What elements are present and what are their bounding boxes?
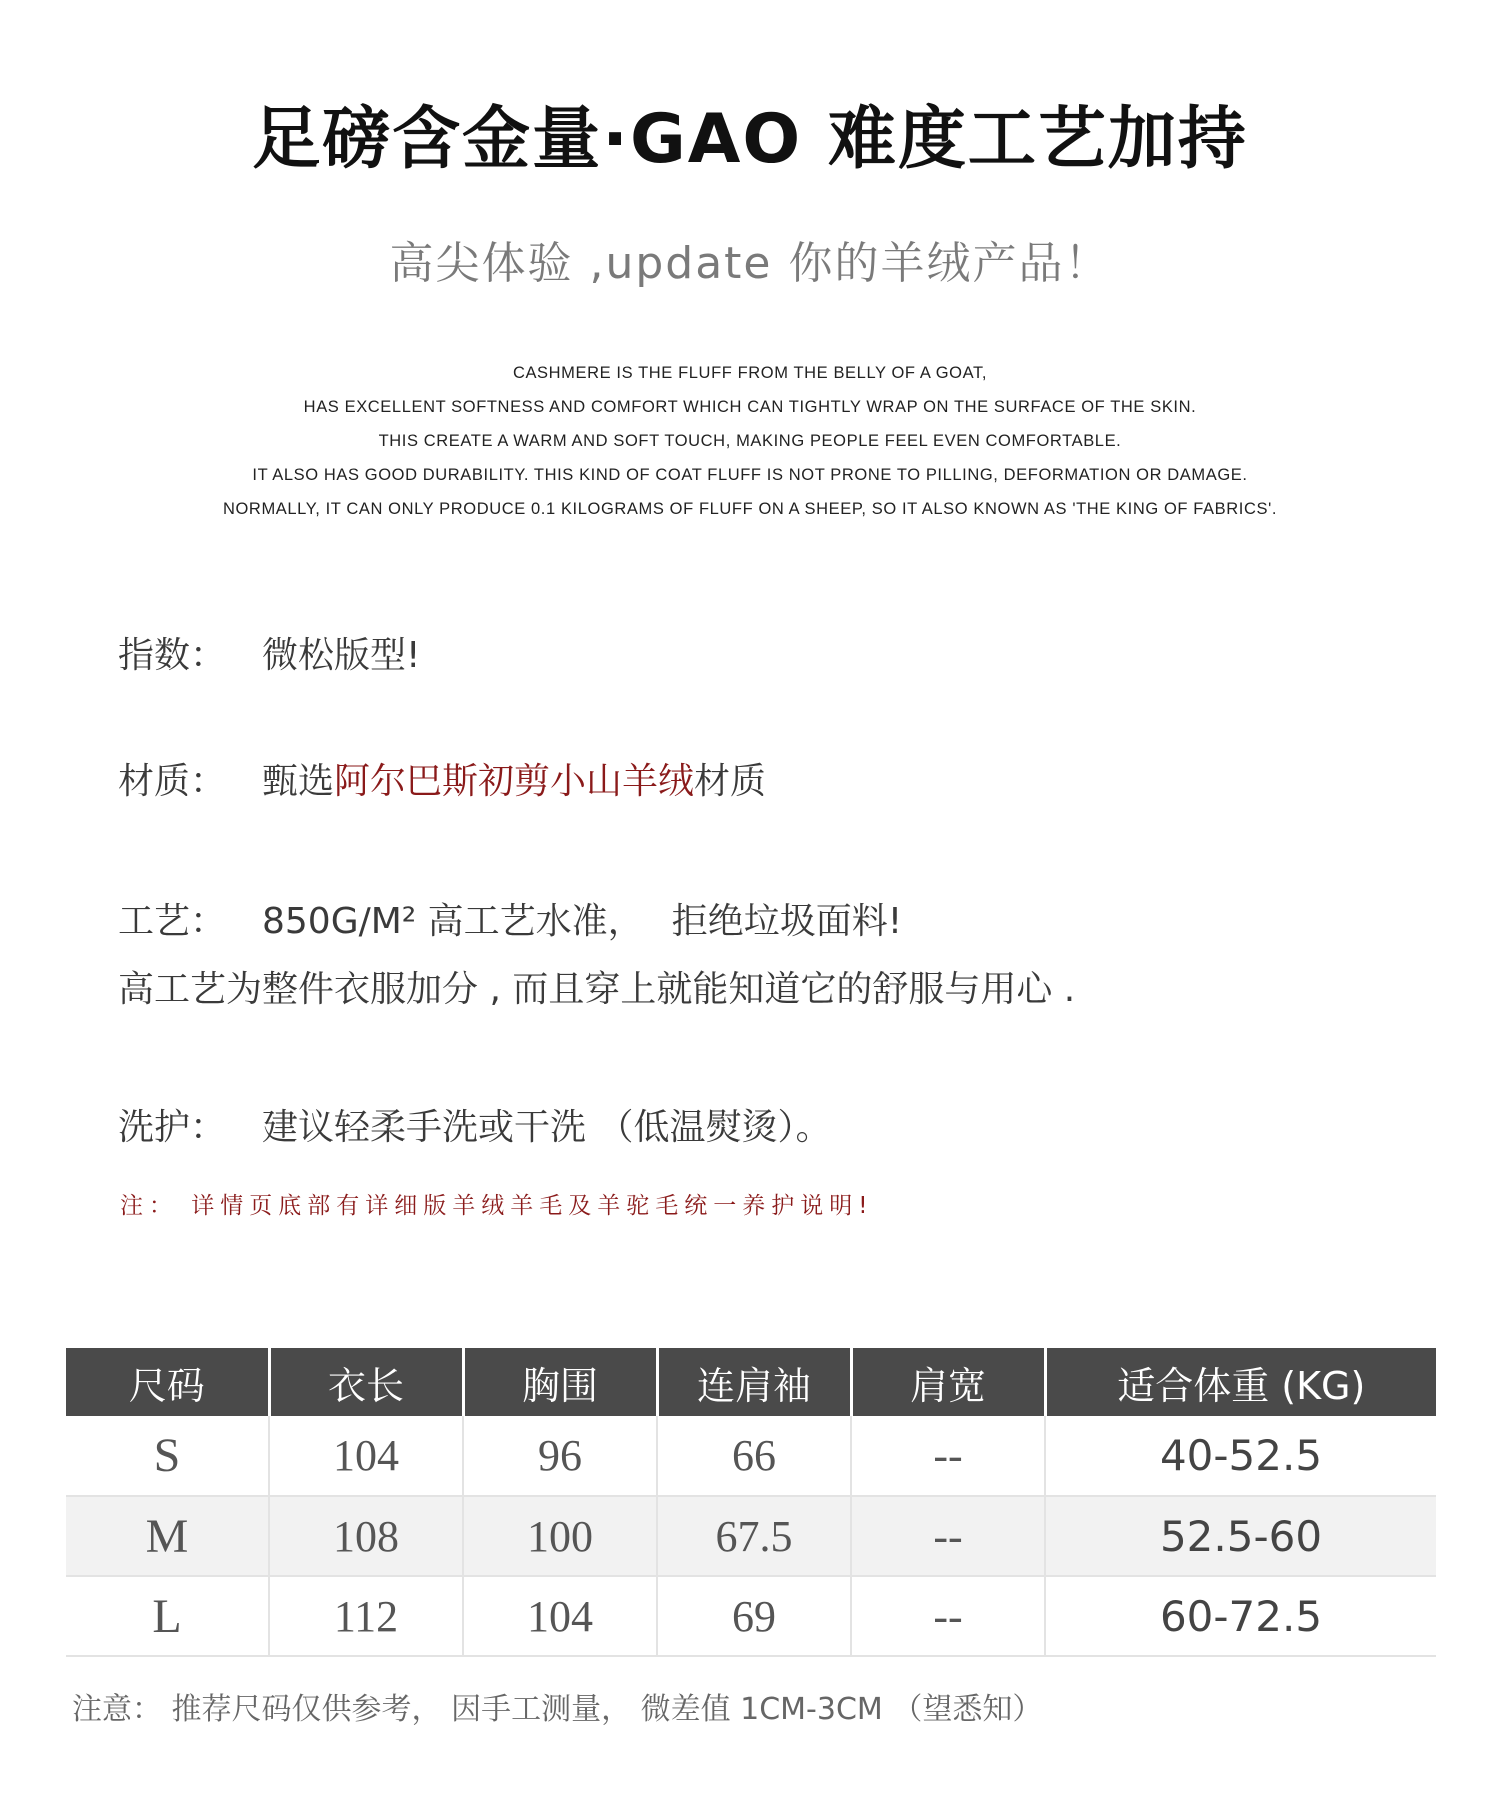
- english-line: THIS CREATE A WARM AND SOFT TOUCH, MAKING PEOPLE FEEL EVEN COMFORTABLE.: [378, 432, 1122, 450]
- english-description: [0, 356, 1500, 526]
- table-row: [66, 1576, 1436, 1656]
- spec-material: [118, 758, 766, 806]
- sleeve-cell: 69: [657, 1576, 851, 1656]
- header-length: 衣长: [269, 1348, 463, 1416]
- size-cell: L: [66, 1576, 269, 1656]
- spec-fit: [118, 632, 420, 680]
- chest-cell: 100: [463, 1496, 657, 1576]
- size-cell: S: [66, 1416, 269, 1496]
- weight-cell: 60-72.5: [1045, 1576, 1436, 1656]
- header-shoulder: 肩宽: [851, 1348, 1045, 1416]
- length-cell: 112: [269, 1576, 463, 1656]
- sleeve-cell: 66: [657, 1416, 851, 1496]
- header-chest: 胸围: [463, 1348, 657, 1416]
- english-line: NORMALLY, IT CAN ONLY PRODUCE 0.1 KILOGRAMS OF FLUFF ON A SHEEP, SO IT ALSO KNOWN AS 'THE KING OF FABRICS'.: [222, 500, 1278, 518]
- length-cell: 104: [269, 1416, 463, 1496]
- sleeve-cell: 67.5: [657, 1496, 851, 1576]
- size-table-header: [66, 1348, 1436, 1416]
- spec-craft-label: 工艺：: [118, 901, 227, 942]
- spec-material-highlight: 阿尔巴斯初剪小山羊绒: [334, 761, 695, 802]
- chest-cell: 104: [463, 1576, 657, 1656]
- size-table: [66, 1348, 1436, 1657]
- shoulder-cell: --: [851, 1416, 1045, 1496]
- spec-craft-value-b: 拒绝垃圾面料!: [671, 901, 903, 942]
- spec-care: [118, 1104, 831, 1152]
- length-cell: 108: [269, 1496, 463, 1576]
- spec-material-suffix: 材质: [694, 761, 767, 802]
- page-title: 足磅含金量·GAO 难度工艺加持: [252, 100, 1248, 179]
- header-weight: 适合体重 (KG): [1045, 1348, 1436, 1416]
- weight-cell: 40-52.5: [1045, 1416, 1436, 1496]
- spec-fit-value: 微松版型!: [262, 635, 421, 676]
- spec-craft-value-a: 850G/M² 高工艺水准，: [262, 901, 644, 942]
- header-size: 尺码: [66, 1348, 269, 1416]
- page-subtitle: 高尖体验 ,update 你的羊绒产品！: [389, 238, 1111, 289]
- chest-cell: 96: [463, 1416, 657, 1496]
- shoulder-cell: --: [851, 1576, 1045, 1656]
- english-line: CASHMERE IS THE FLUFF FROM THE BELLY OF A GOAT,: [512, 364, 988, 382]
- header-sleeve: 连肩袖: [657, 1348, 851, 1416]
- weight-cell: 52.5-60: [1045, 1496, 1436, 1576]
- size-footnote: 注意： 推荐尺码仅供参考， 因手工测量， 微差值 1CM-3CM （望悉知）: [72, 1692, 1043, 1727]
- spec-material-label: 材质：: [118, 761, 227, 802]
- english-line: HAS EXCELLENT SOFTNESS AND COMFORT WHICH CAN TIGHTLY WRAP ON THE SURFACE OF THE SKIN.: [303, 398, 1197, 416]
- spec-care-label: 洗护：: [118, 1107, 227, 1148]
- spec-care-value: 建议轻柔手洗或干洗 （低温熨烫）。: [262, 1107, 832, 1148]
- spec-craft-line2: 高工艺为整件衣服加分 , 而且穿上就能知道它的舒服与用心 .: [118, 969, 1076, 1010]
- shoulder-cell: --: [851, 1496, 1045, 1576]
- size-cell: M: [66, 1496, 269, 1576]
- table-row: [66, 1496, 1436, 1576]
- spec-craft: [118, 898, 902, 946]
- care-note: 注： 详情页底部有详细版羊绒羊毛及羊驼毛统一养护说明!: [120, 1193, 874, 1219]
- spec-material-prefix: 甄选: [262, 761, 335, 802]
- spec-fit-label: 指数：: [118, 635, 227, 676]
- table-row: [66, 1416, 1436, 1496]
- english-line: IT ALSO HAS GOOD DURABILITY. THIS KIND OF COAT FLUFF IS NOT PRONE TO PILLING, DEFORMATION OR DAMAGE.: [252, 466, 1248, 484]
